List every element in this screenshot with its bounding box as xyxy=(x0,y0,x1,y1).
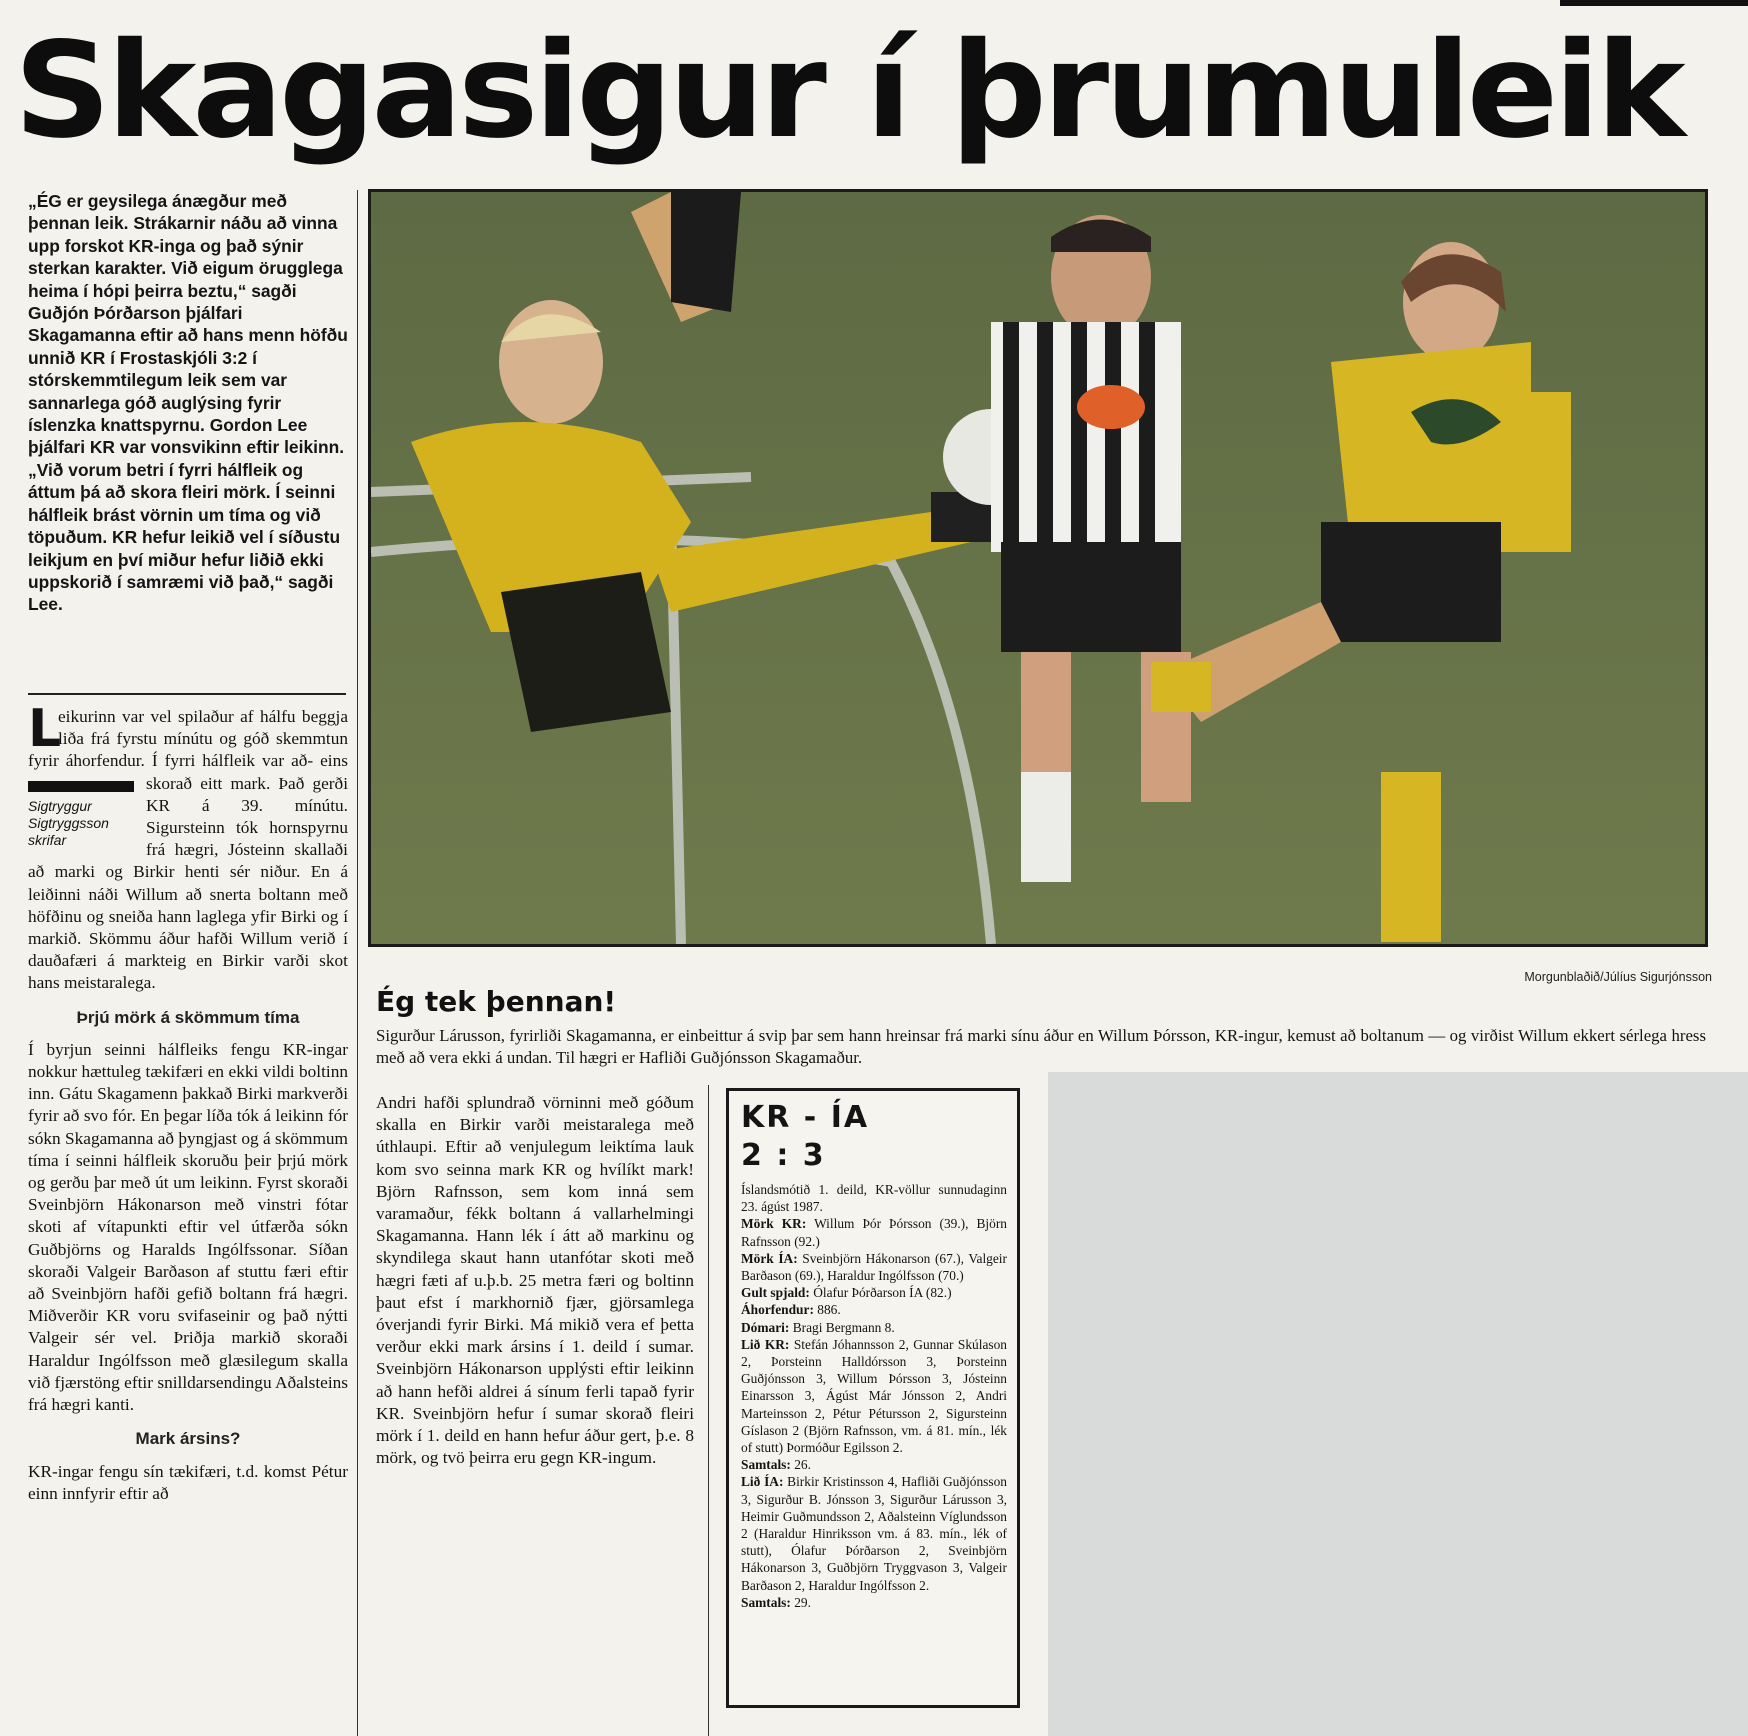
score-result: 2 : 3 xyxy=(741,1138,826,1173)
score-line: Samtals: 29. xyxy=(741,1594,811,1610)
intro-quote xyxy=(28,190,348,616)
headline: Skagasigur í þrumuleik xyxy=(14,14,1682,168)
intro-paragraph-2: „Við vorum betri í fyrri hálfleik og áttum þá að skora fleiri mörk. Í seinni hálfleik brást vörnin um tíma og við töpuðum. KR hefur leikið vel í síðustu leikjum en því miður hefur liðið ekki uppskorið í samræmi við það,“ sagði Lee. xyxy=(28,459,341,615)
score-details xyxy=(741,1181,1007,1611)
photo-illustration xyxy=(371,192,1705,944)
match-photo xyxy=(368,189,1708,947)
byline-bar xyxy=(28,781,134,792)
photo-credit: Morgunblaðið/Júlíus Sigurjónsson xyxy=(1524,970,1712,984)
lead-rest: eins skorað eitt mark. Það gerði KR á 39. mínútu. Sigursteinn tók hornspyrnu frá hægri, Jósteinn skallaði að marki og Birkir henti sér niður. En á leiðinni náði Willum að snerta boltann með höfðinu og sneiða hann laglega yfir Birki og í markið. Skömmu áður hafði Willum verið í dauðafæri á markteig en Birkir varði skot hans meistaralega. xyxy=(28,751,348,993)
byline-name-last: Sigtryggsson xyxy=(28,814,109,831)
intro-paragraph-1: „ÉG er geysilega ánægður með þennan leik. Strákarnir náðu að vinna upp forskot KR-inga og það sýnir sterkan karakter. Við eigum örugglega heima í hópi þeirra beztu,“ sagði Guðjón Þórðarson þjálfari Skagamanna eftir að hans menn höfðu unnið KR í Frostaskjóli 3:2 í stórskemmtilegum leik sem var sannarlega góð auglýsing fyrir íslenzka knattspyrnu. Gordon Lee þjálfari KR var vonsvikinn eftir leikinn. xyxy=(28,191,348,458)
score-line: Áhorfendur: 886. xyxy=(741,1302,841,1318)
subhead-three-goals: Þrjú mörk á skömmum tíma xyxy=(76,1007,300,1027)
drop-cap: L xyxy=(28,699,62,759)
left-column xyxy=(28,190,348,1503)
score-line: Lið ÍA: Birkir Kristinsson 4, Hafliði Guðjónsson 3, Sigurður B. Jónsson 3, Sigurður Lárusson 3, Heimir Guðmundsson 2, Aðalsteinn Víglundsson 2 (Haraldur Hinriksson vm. á 83. mín., lék of stutt), Ólafur Þórðarson 2, Sveinbjörn Hákonarson 3, Guðbjörn Tryggvason 3, Valgeir Barðason 2, Haraldur Ingólfsson 2. xyxy=(741,1474,1007,1593)
subhead-goal-of-year: Mark ársins? xyxy=(135,1429,241,1449)
paragraph-chances: KR-ingar fengu sín tækifæri, t.d. komst Pétur einn innfyrir eftir að xyxy=(28,1461,348,1503)
caption-text: Sigurður Lárusson, fyrirliði Skagamanna, er einbeittur á svip þar sem hann hreinsar frá marki sínu áður en Willum Þórsson, KR-ingur, kemust að boltanum — og virðist Willum ekkert sérlega hress með að vera ekki á undan. Til hægri er Hafliði Guðjónsson Skagamaður. xyxy=(376,1026,1706,1067)
score-line: Dómari: Bragi Bergmann 8. xyxy=(741,1319,895,1335)
score-line: Gult spjald: Ólafur Þórðarson ÍA (82.) xyxy=(741,1285,952,1301)
score-line: Samtals: 26. xyxy=(741,1457,811,1473)
caption-title: Ég tek þennan! xyxy=(376,985,617,1018)
paragraph-second-half: Í byrjun seinni hálfleiks fengu KR-ingar nokkur hættuleg tækifæri en ekki vildi boltinn inn. Gátu Skagamenn þakkað Birki markverði fyrir að svo fór. En þegar líða tók á leikinn fór sókn Skagamanna að þyngjast og á skömmum tíma í seinni hálfleik skoruðu þeir þrjú mörk og gerðu þar með út um leikinn. Fyrst skoraði Sveinbjörn Hákonarson með vinstri fótar skoti af vítapunkti eftir vel útfærða sókn Guðbjörns og Haralds Ingólfssonar. Síðan skoraði Valgeir Barðason af stuttu færi eftir að Sveinbjörn hafði gefið boltann frá hægri. Miðverðir KR voru svifaseinir og það nýtti Valgeir sér vel. Þriðja markið skoraði Haraldur Ingólfsson með glæsilegum skalla við fjærstöng eftir snilldarsendingu Aðalsteins frá hægri kanti. xyxy=(28,1039,348,1415)
byline-box xyxy=(28,781,136,849)
lead-article xyxy=(28,699,348,1505)
byline-name-first: Sigtryggur xyxy=(28,797,92,814)
middle-column: Andri hafði splundrað vörninni með góðum skalla en Birkir varði meistaralega með úthlaupi. Eftir að venjulegum leiktíma lauk kom svo seinna mark KR og hvílíkt mark! Björn Rafnsson, sem kom inná sem varamaður, fékk boltann á vallarhelmingi Skagamanna. Hann lék í átt að markinu og skyndilega skaut hann utanfótar skoti með hægri fæti af u.þ.b. 25 metra færi og boltinn þaut efst í markhornið fjær, gjörsamlega óverjandi fyrir Birki. Má mikið vera ef þetta verður ekki mark ársins í 1. deild í sumar. Sveinbjörn Hákonarson upplýsti eftir leikinn að hann hefði aldrei á sínum ferli tapað fyrir KR. Sveinbjörn hefur í sumar skorað fleiri mörk í 1. deild en hann hefur áður gert, þ.e. 8 mörk, og tvö þeirra eru gegn KR-ingum. xyxy=(376,1093,694,1468)
score-line: Lið KR: Stefán Jóhannsson 2, Gunnar Skúlason 2, Þorsteinn Halldórsson 3, Þorsteinn Guðjónsson 3, Willum Þórsson 3, Jósteinn Einarsson 3, Ágúst Már Jónsson 2, Andri Marteinsson 2, Pétur Pétursson 2, Sigursteinn Gíslason 2 (Björn Rafnsson, vm. á 81. mín., lék of stutt) Þormóður Egilsson 2. xyxy=(741,1336,1008,1456)
column-divider-mid xyxy=(708,1085,709,1736)
column-divider-left xyxy=(357,190,358,1736)
score-box xyxy=(726,1088,1020,1708)
section-rule xyxy=(28,693,346,695)
score-line: Mörk KR: Willum Þór Þórsson (39.), Björn Rafnsson (92.) xyxy=(741,1216,1007,1249)
score-line: Íslandsmótið 1. deild, KR-völlur sunnudaginn 23. ágúst 1987. xyxy=(741,1182,1007,1215)
blank-margin xyxy=(1048,1072,1748,1736)
score-teams: KR - ÍA xyxy=(741,1100,870,1135)
lead-first-lines: eikurinn var vel spilaður af hálfu beggja liða frá fyrstu mínútu og góð skemmtun fyrir áhorfendur. Í fyrri hálfleik var að- xyxy=(28,707,348,771)
byline-role: skrifar xyxy=(28,831,67,848)
score-line: Mörk ÍA: Sveinbjörn Hákonarson (67.), Valgeir Barðason (69.), Haraldur Ingólfsson (70.) xyxy=(741,1250,1007,1284)
